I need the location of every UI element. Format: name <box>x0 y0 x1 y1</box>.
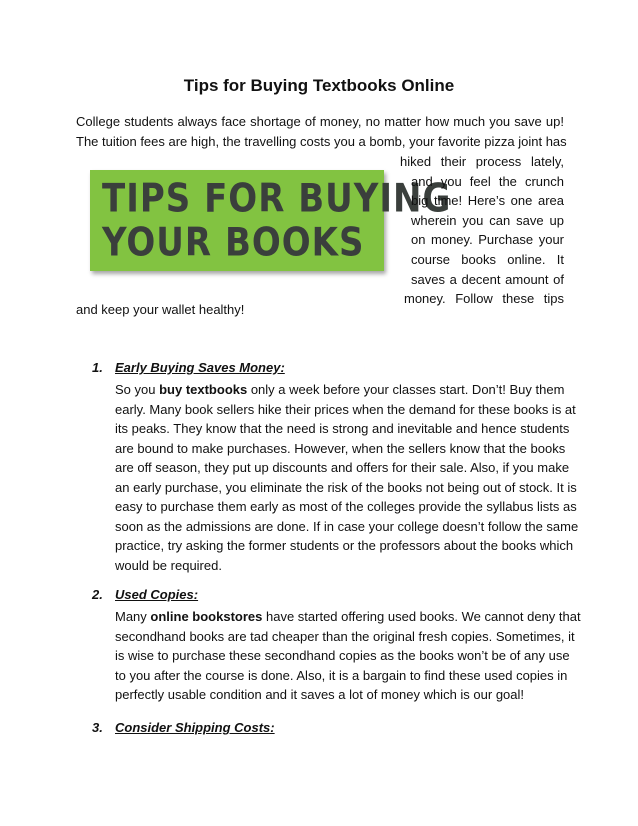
wrap-line: and you feel the crunch <box>411 173 564 189</box>
tip-body-line <box>115 556 564 576</box>
wrap-line: big time! Here’s one area <box>411 193 564 209</box>
tip-body-text: is wise to purchase these secondhand copies as the books won’t be of any use <box>115 648 570 663</box>
tip-body-text: would be required. <box>115 557 222 573</box>
tip-body-text: So you <box>115 382 160 397</box>
tip-body-text: to you after the course is done. Also, it is a bargain to find these used copies in <box>115 667 568 683</box>
banner-line-2: YOUR BOOKS <box>102 220 365 266</box>
tip-body-line <box>115 458 570 478</box>
tip-body <box>115 380 579 575</box>
tip-body-line <box>115 646 570 666</box>
tip-number: 3. <box>92 720 103 735</box>
tip-body-text: perfectly usable condition and it saves a lot of money which is our goal! <box>115 687 525 702</box>
wrap-line: wherein you can save up <box>411 212 564 228</box>
tip-body-text: soon as the admissions are done. If in case your college doesn’t follow the same <box>115 518 579 534</box>
tip-body-text: early. Many book sellers hike their prices when the demand for these books is at <box>115 401 576 417</box>
tip-body-line <box>115 439 564 459</box>
tip-body-line <box>115 627 575 647</box>
tip-body-text: are off season, they put up discounts and offers for their sale. Also, if you make <box>115 460 570 475</box>
tip-body <box>115 607 581 705</box>
tip-body-line <box>115 419 570 439</box>
keyword-link-text: online bookstores <box>150 609 263 624</box>
keyword-link-text: buy textbooks <box>159 382 248 397</box>
wrap-line: course books online. It <box>411 251 564 267</box>
intro-paragraph <box>76 112 567 152</box>
tip-body-line <box>115 380 564 400</box>
tip-heading: Early Buying Saves Money: <box>115 360 285 375</box>
tip-body-text: only a week before your classes start. Don’t! Buy them <box>247 382 565 397</box>
tip-number: 1. <box>92 360 103 375</box>
tip-body-text: easy to purchase them early as most of the colleges provide the syllabus lists as <box>115 499 577 514</box>
tip-body-line <box>115 517 579 537</box>
wrap-line: on money. Purchase your <box>411 232 564 248</box>
wrap-line: money. Follow these tips <box>404 291 564 307</box>
tip-body-line <box>115 536 574 556</box>
tip-body-line <box>115 400 576 420</box>
tip-body-text: are bound to make purchases. However, when the sellers know that the books <box>115 440 566 456</box>
intro-line: College students always face shortage of money, no matter how much you save up! <box>76 114 564 129</box>
tip-body-text: secondhand books are tad cheaper than the original fresh copies. Sometimes, it <box>115 628 575 644</box>
intro-closing-line: and keep your wallet healthy! <box>76 302 245 317</box>
wrap-line: hiked their process lately, <box>400 154 564 169</box>
wrapped-paragraph <box>400 152 564 309</box>
tip-body-line <box>115 497 577 517</box>
tip-body-line <box>115 685 564 705</box>
tip-body-text: its peaks. They know that the need is strong and inevitable and hence students <box>115 421 570 436</box>
tip-body-line <box>115 607 581 627</box>
intro-line: The tuition fees are high, the travelling costs you a bomb, your favorite pizza joint has <box>76 133 567 149</box>
tips-banner-image <box>90 170 452 271</box>
tip-body-line <box>115 666 568 686</box>
tip-number: 2. <box>92 587 103 602</box>
tip-body-text: Many <box>115 609 151 624</box>
tip-body-text: practice, try asking the former students or the professors about the books which <box>115 538 574 553</box>
tip-body-text: an early purchase, you eliminate the risk of the books not being out of stock. It is <box>115 479 577 495</box>
banner-line-1: TIPS FOR BUYING <box>102 176 452 222</box>
tip-heading: Consider Shipping Costs: <box>115 720 275 735</box>
wrap-line: saves a decent amount of <box>411 271 564 287</box>
tip-body-text: have started offering used books. We cannot deny that <box>262 609 581 624</box>
tip-body-line <box>115 478 577 498</box>
document-title: Tips for Buying Textbooks Online <box>183 76 455 95</box>
tip-heading: Used Copies: <box>115 587 199 602</box>
